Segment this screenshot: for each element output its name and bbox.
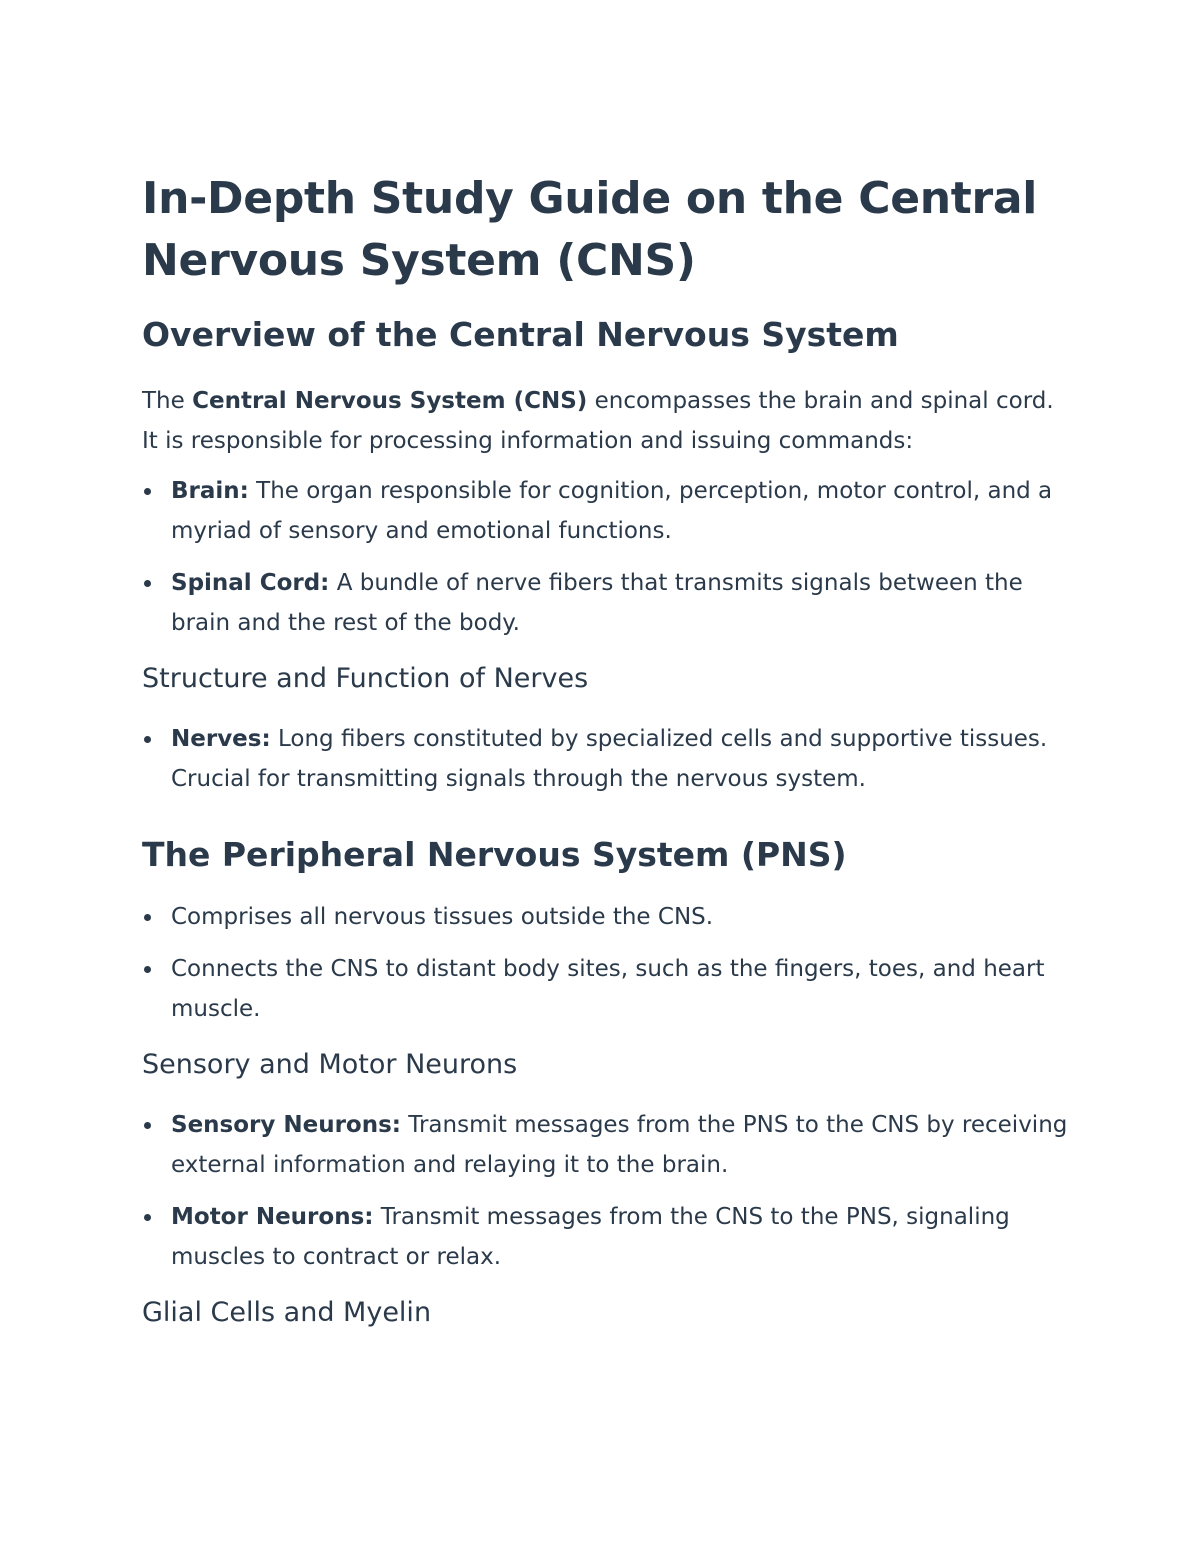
list-item-pns-tissues <box>142 897 1072 937</box>
term-nerves: Nerves: <box>171 726 271 752</box>
intro-term-cns: Central Nervous System (CNS) <box>192 388 588 414</box>
section-heading-neurons: Sensory and Motor Neurons <box>142 1049 518 1080</box>
desc-pns-tissues: Comprises all nervous tissues outside the CNS. <box>171 904 714 930</box>
bullet-icon <box>144 736 151 743</box>
list-item-motor-neurons <box>142 1197 1072 1277</box>
desc-spinal-cord: A bundle of nerve fibers that transmits signals between the brain and the rest of the body. <box>171 570 1023 636</box>
section-heading-cns-overview: Overview of the Central Nervous System <box>142 315 899 354</box>
desc-pns-connects: Connects the CNS to distant body sites, such as the fingers, toes, and heart muscle. <box>171 956 1045 1022</box>
desc-brain: The organ responsible for cognition, perception, motor control, and a myriad of sensory and emotional functions. <box>171 478 1053 544</box>
bullet-icon <box>144 1214 151 1221</box>
term-motor-neurons: Motor Neurons: <box>171 1204 374 1230</box>
desc-motor-neurons: Transmit messages from the CNS to the PNS, signaling muscles to contract or relax. <box>171 1204 1010 1270</box>
term-sensory-neurons: Sensory Neurons: <box>171 1112 401 1138</box>
bullet-icon <box>144 580 151 587</box>
pns-list <box>142 897 1072 1029</box>
section-heading-glial: Glial Cells and Myelin <box>142 1297 432 1328</box>
list-item-pns-connects <box>142 949 1072 1029</box>
neurons-list <box>142 1105 1072 1277</box>
bullet-icon <box>144 488 151 495</box>
desc-sensory-neurons: Transmit messages from the PNS to the CNS by receiving external information and relaying it to the brain. <box>171 1112 1068 1178</box>
list-item-nerves <box>142 719 1072 799</box>
document-page <box>142 168 1072 1331</box>
bullet-icon <box>144 914 151 921</box>
cns-components-list <box>142 471 1072 643</box>
term-spinal-cord: Spinal Cord: <box>171 570 330 596</box>
cns-intro-paragraph <box>142 381 1072 461</box>
desc-nerves: Long fibers constituted by specialized cells and supportive tissues. Crucial for transmitting signals through the nervous system. <box>171 726 1048 792</box>
list-item-brain <box>142 471 1072 551</box>
intro-text-pre: The <box>142 388 193 414</box>
nerves-list <box>142 719 1072 799</box>
list-item-spinal-cord <box>142 563 1072 643</box>
section-heading-nerves: Structure and Function of Nerves <box>142 663 589 694</box>
section-heading-pns: The Peripheral Nervous System (PNS) <box>142 835 847 874</box>
term-brain: Brain: <box>171 478 249 504</box>
bullet-icon <box>144 1122 151 1129</box>
document-title: In-Depth Study Guide on the Central Nervous System (CNS) <box>142 173 1038 286</box>
intro-text-post: encompasses the brain and spinal cord. It is responsible for processing information and issuing commands: <box>142 388 1054 454</box>
list-item-sensory-neurons <box>142 1105 1072 1185</box>
bullet-icon <box>144 966 151 973</box>
